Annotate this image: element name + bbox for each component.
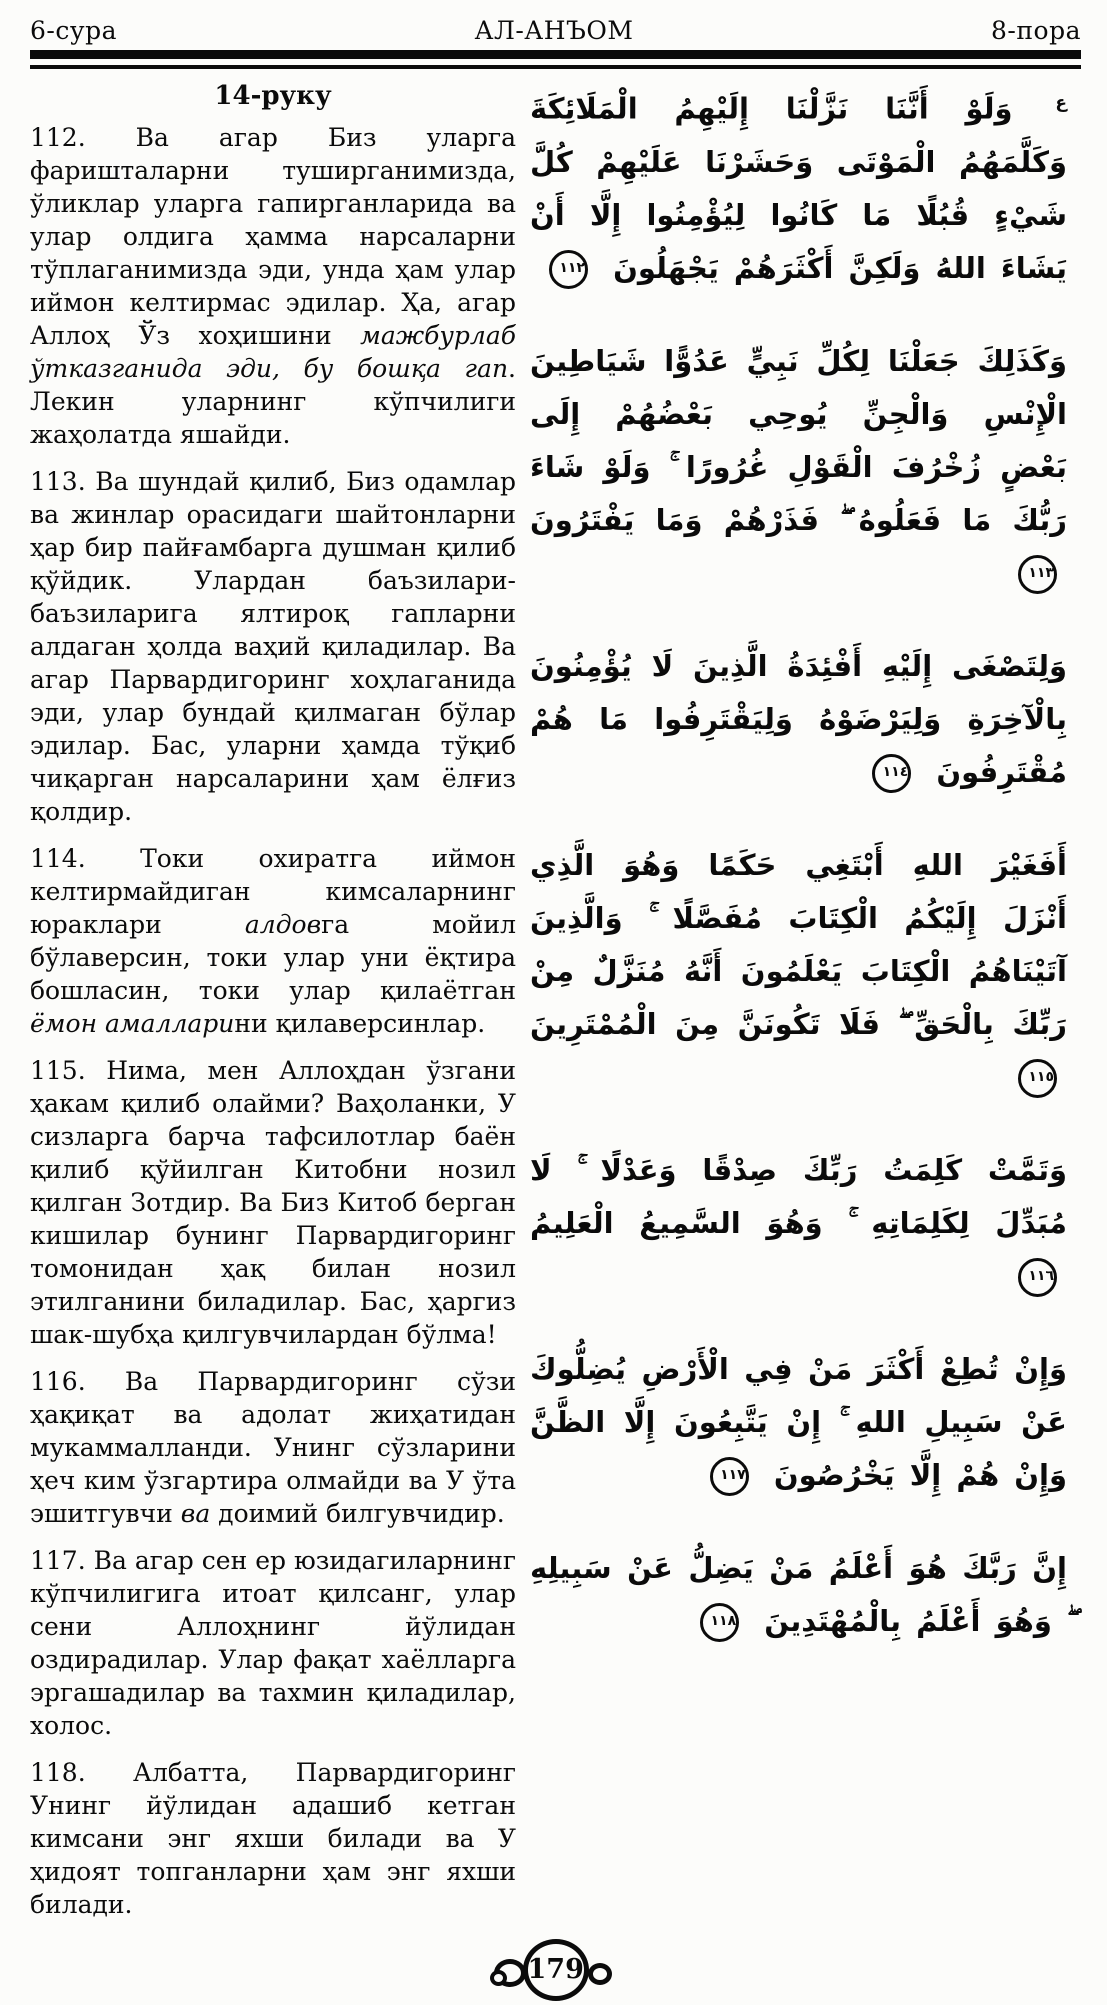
translation-emphasis: ва — [180, 1499, 211, 1528]
translation-text: . Лекин уларнинг кўпчилиги жаҳолатда яшайди. — [30, 354, 516, 449]
verse-number-badge: ١١٦ — [1018, 1258, 1057, 1297]
verse-number-badge: ١١٣ — [1018, 555, 1057, 594]
page-header — [30, 16, 1081, 45]
translation-paragraph — [30, 1365, 516, 1530]
arabic-column — [530, 77, 1067, 1935]
translation-emphasis: ёмон амаллари — [30, 1009, 235, 1038]
content-columns — [30, 77, 1081, 1935]
header-para-label: 8-пора — [991, 16, 1081, 45]
arabic-verse-block — [530, 1343, 1067, 1502]
header-surah-title: АЛ-АНЪОМ — [474, 16, 634, 45]
translation-text: га мойил бўлаверсин, токи улар уни ёқтира бошласин, токи улар қилаётган — [30, 910, 517, 1005]
ruku-start-marker-icon: ع — [1055, 93, 1067, 113]
translation-text: 116. Ва Парвардигоринг сўзи ҳақиқат ва адолат жиҳатидан мукаммалланди. Унинг сўзларини ҳеч ким ўзгартира олмайди ва У ўта эшитгувчи — [30, 1367, 516, 1528]
arabic-verse-text: وَتَمَّتْ كَلِمَتُ رَبِّكَ صِدْقًا وَعَدْلًا ۚ لَا مُبَدِّلَ لِكَلِمَاتِهِ ۚ وَهُوَ السَّمِيعُ الْعَلِيمُ — [530, 1152, 1067, 1240]
translation-paragraph — [30, 465, 516, 828]
verse-number-badge: ١١٤ — [872, 754, 911, 793]
translation-text: доимий билгувчидир. — [210, 1499, 505, 1528]
page-number-ornament — [514, 1939, 598, 2005]
header-divider — [30, 50, 1081, 69]
translation-paragraph — [30, 121, 516, 451]
translation-paragraph — [30, 1544, 516, 1742]
arabic-verse-block — [530, 640, 1067, 799]
translation-emphasis: мажбурлаб ўтказганида эди, бу бошқа гап — [30, 321, 516, 383]
translation-text: 118. Албатта, Парвардигоринг Унинг йўлидан адашиб кетган кимсани энг яхши билади ва У ҳидоят топганларни ҳам энг яхши билади. — [30, 1758, 516, 1919]
cloud-puff-right-icon — [588, 1963, 612, 1985]
arabic-verse-block — [530, 1542, 1067, 1648]
arabic-verse-block — [530, 335, 1067, 600]
verse-number-badge: ١١٨ — [700, 1603, 739, 1642]
translation-text: ни қилаверсинлар. — [234, 1009, 486, 1038]
arabic-verse-text: وَلِتَصْغَى إِلَيْهِ أَفْئِدَةُ الَّذِينَ لَا يُؤْمِنُونَ بِالْآخِرَةِ وَلِيَرْضَوْهُ وَلِيَقْتَرِفُوا مَا هُمْ مُقْتَرِفُونَ — [530, 648, 1067, 789]
translation-emphasis: алдов — [244, 910, 322, 939]
arabic-verse-text: وَإِنْ تُطِعْ أَكْثَرَ مَنْ فِي الْأَرْضِ يُضِلُّوكَ عَنْ سَبِيلِ اللهِ ۚ إِنْ يَتَّبِعُونَ إِلَّا الظَّنَّ وَإِنْ هُمْ إِلَّا يَخْرُصُونَ — [530, 1351, 1067, 1492]
translation-text: 117. Ва агар сен ер юзидагиларнинг кўпчилигига итоат қилсанг, улар сени Аллоҳнинг йўлидан оздирадилар. Улар фақат хаёлларга эргашадилар ва тахмин қиладилар, холос. — [30, 1546, 516, 1740]
translation-text: 115. Нима, мен Аллоҳдан ўзгани ҳакам қилиб олайми? Ваҳоланки, У сизларга барча тафсилотлар баён қилиб қўйилган Китобни нозил қилган Зотдир. Ва Биз Китоб берган кишилар бунинг Парвардигоринг томонидан ҳақ билан нозил этилганини биладилар. Бас, ҳаргиз шак-шубҳа қилгувчилардан бўлма! — [30, 1056, 516, 1349]
translation-paragraph — [30, 1054, 516, 1351]
header-sura-label: 6-сура — [30, 16, 117, 45]
arabic-verse-block — [530, 77, 1067, 295]
translation-text: 113. Ва шундай қилиб, Биз одамлар ва жинлар орасидаги шайтонларни ҳар бир пайғамбарга душман қилиб қўйдик. Улардан баъзилари-баъзиларига ялтироқ гапларни алдаган ҳолда ваҳий қиладилар. Ва агар Парвардигоринг хоҳлаганида эди, улар бундай қилмаган бўлар эдилар. Бас, уларни ҳамда тўқиб чиқарган нарсаларини ҳам ёлғиз қолдир. — [30, 467, 516, 826]
cloud-puff-left-icon — [494, 1959, 526, 1987]
page-number: 179 — [523, 1939, 589, 2001]
verse-number-badge: ١١٥ — [1018, 1059, 1057, 1098]
translation-paragraph — [30, 1756, 516, 1921]
arabic-verse-block — [530, 839, 1067, 1104]
arabic-verse-text: وَلَوْ أَنَّنَا نَزَّلْنَا إِلَيْهِمُ الْمَلَائِكَةَ وَكَلَّمَهُمُ الْمَوْتَى وَحَشَرْنَا عَلَيْهِمْ كُلَّ شَيْءٍ قُبُلًا مَا كَانُوا لِيُؤْمِنُوا إِلَّا أَنْ يَشَاءَ اللهُ وَلَكِنَّ أَكْثَرَهُمْ يَجْهَلُونَ — [530, 91, 1067, 285]
translation-column — [30, 77, 516, 1935]
arabic-verse-text: إِنَّ رَبَّكَ هُوَ أَعْلَمُ مَنْ يَضِلُّ عَنْ سَبِيلِهِ ۖ وَهُوَ أَعْلَمُ بِالْمُهْتَدِينَ — [530, 1550, 1067, 1638]
arabic-verse-text: وَكَذَلِكَ جَعَلْنَا لِكُلِّ نَبِيٍّ عَدُوًّا شَيَاطِينَ الْإِنْسِ وَالْجِنِّ يُوحِي بَعْضُهُمْ إِلَى بَعْضٍ زُخْرُفَ الْقَوْلِ غُرُورًا ۚ وَلَوْ شَاءَ رَبُّكَ مَا فَعَلُوهُ ۖ فَذَرْهُمْ وَمَا يَفْتَرُونَ — [530, 343, 1067, 537]
arabic-verse-text: أَفَغَيْرَ اللهِ أَبْتَغِي حَكَمًا وَهُوَ الَّذِي أَنْزَلَ إِلَيْكُمُ الْكِتَابَ مُفَصَّلًا ۚ وَالَّذِينَ آتَيْنَاهُمُ الْكِتَابَ يَعْلَمُونَ أَنَّهُ مُنَزَّلٌ مِنْ رَبِّكَ بِالْحَقِّ ۖ فَلَا تَكُونَنَّ مِنَ الْمُمْتَرِينَ — [530, 847, 1067, 1041]
translation-paragraph — [30, 842, 516, 1040]
verse-number-badge: ١١٢ — [549, 250, 588, 289]
translation-text: 114. Токи охиратга иймон келтирмайдиган кимсаларнинг юраклари — [30, 844, 516, 939]
ruku-heading: 14-руку — [214, 81, 332, 111]
verse-number-badge: ١١٧ — [710, 1457, 749, 1496]
translation-text: 112. Ва агар Биз уларга фаришталарни туширганимизда, ўликлар уларга гапирганларида ва улар олдига ҳамма нарсаларни тўплаганимизда эди, унда ҳам улар иймон келтирмас эдилар. Ҳа, агар Аллоҳ Ўз хоҳишини — [30, 123, 516, 350]
arabic-verse-block — [530, 1144, 1067, 1303]
